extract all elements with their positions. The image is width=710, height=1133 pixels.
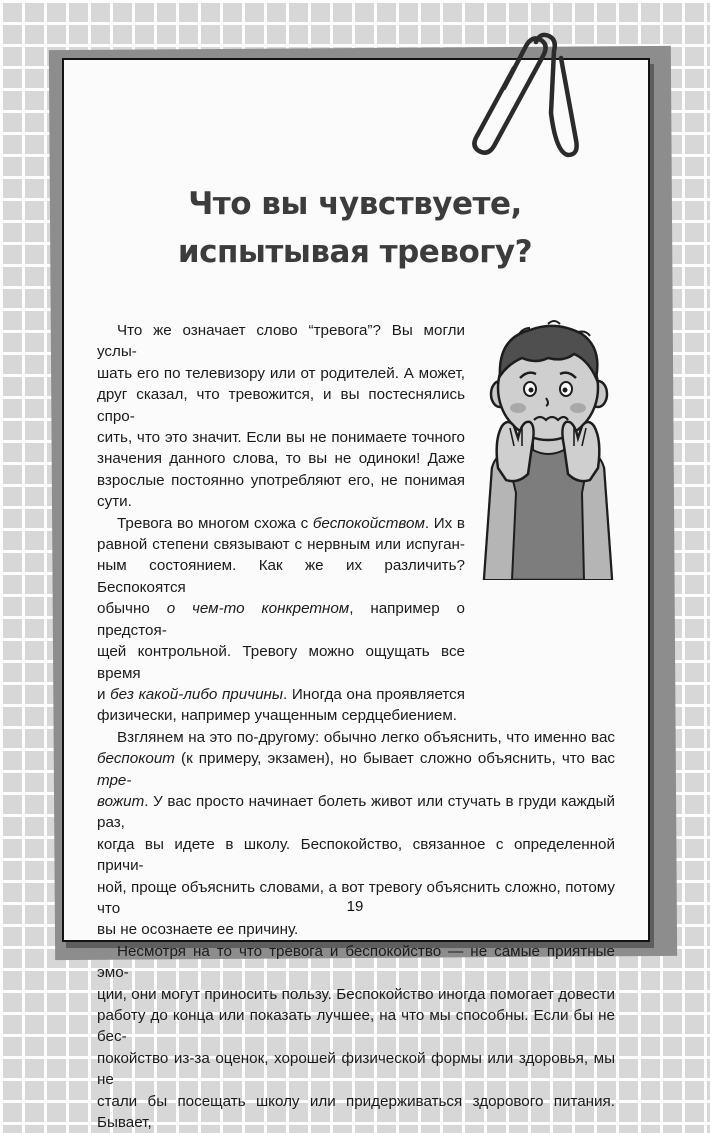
paper-clip-icon bbox=[448, 28, 598, 178]
text-line: Взглянем на это по-другому: обычно легко объяснить, что именно вас bbox=[117, 728, 615, 746]
page-title bbox=[70, 180, 640, 276]
text-line: щей контрольной. Тревогу можно ощущать все время bbox=[97, 643, 465, 682]
text-line: обычно о чем-то конкретном, например о предстоя- bbox=[97, 600, 465, 639]
text-line: значения данного слова, то вы не одиноки! Даже bbox=[97, 450, 465, 468]
emphasis-text: тре- bbox=[97, 771, 132, 789]
text-line: шать его по телевизору или от родителей. А может, bbox=[97, 364, 465, 382]
text-line: Тревога во многом схожа с беспокойством. Их в bbox=[117, 514, 465, 532]
text-line: физически, например учащенным сердцебиением. bbox=[97, 707, 457, 725]
text-line: вы не осознаете ее причину. bbox=[97, 921, 299, 939]
page-number: 19 bbox=[346, 898, 364, 915]
paragraph-4 bbox=[97, 941, 615, 1133]
text-line: вожит. У вас просто начинает болеть живот или стучать в груди каждый раз, bbox=[97, 792, 615, 832]
paragraph-1 bbox=[97, 320, 615, 513]
text-line: когда вы идете в школу. Беспокойство, связанное с определенной причи- bbox=[97, 835, 615, 875]
text-line: ным состоянием. Как же их различить? Беспокоятся bbox=[97, 557, 465, 596]
title-line-1: Что вы чувствуете, bbox=[188, 186, 522, 222]
text-line: покойство из-за оценок, хорошей физической формы или здоровья, мы не bbox=[97, 1049, 615, 1089]
text-line: сути. bbox=[97, 493, 132, 511]
text-line: взрослые постоянно употребляют его, не понимая bbox=[97, 471, 465, 489]
article-body bbox=[97, 320, 615, 1133]
title-line-2: испытывая тревогу? bbox=[177, 234, 533, 270]
text-line: беспокоит (к примеру, экзамен), но бывает сложно объяснить, что вас тре- bbox=[97, 750, 615, 789]
emphasis-text: без какой-либо причины bbox=[110, 685, 284, 703]
text-line: сить, что это значит. Если вы не понимаете точного bbox=[97, 429, 465, 447]
text-line: стали бы посещать школу или придерживаться здорового питания. Бывает, bbox=[97, 1092, 615, 1132]
emphasis-text: беспокойством bbox=[312, 514, 425, 532]
text-line: ции, они могут приносить пользу. Беспокойство иногда помогает довести bbox=[97, 985, 615, 1003]
emphasis-text: беспокоит bbox=[97, 750, 175, 768]
text-line: Несмотря на то что тревога и беспокойство — не самые приятные эмо- bbox=[97, 942, 615, 982]
text-line: ной, проще объяснить словами, а вот тревогу объяснить сложно, потому что bbox=[97, 878, 615, 917]
emphasis-text: о чем-то конкретном bbox=[166, 600, 350, 618]
text-line: работу до конца или показать лучшее, на что мы способны. Если бы не бес- bbox=[97, 1007, 615, 1046]
text-line: друг сказал, что тревожится, и вы постеснялись спро- bbox=[97, 386, 465, 425]
text-line: равной степени связывают с нервным или испуган- bbox=[97, 536, 465, 554]
emphasis-text: вожит bbox=[97, 792, 145, 810]
text-line: Что же означает слово “тревога”? Вы могли услы- bbox=[97, 322, 465, 361]
text-line: и без какой-либо причины. Иногда она проявляется bbox=[97, 685, 465, 703]
paragraph-2 bbox=[97, 513, 615, 727]
